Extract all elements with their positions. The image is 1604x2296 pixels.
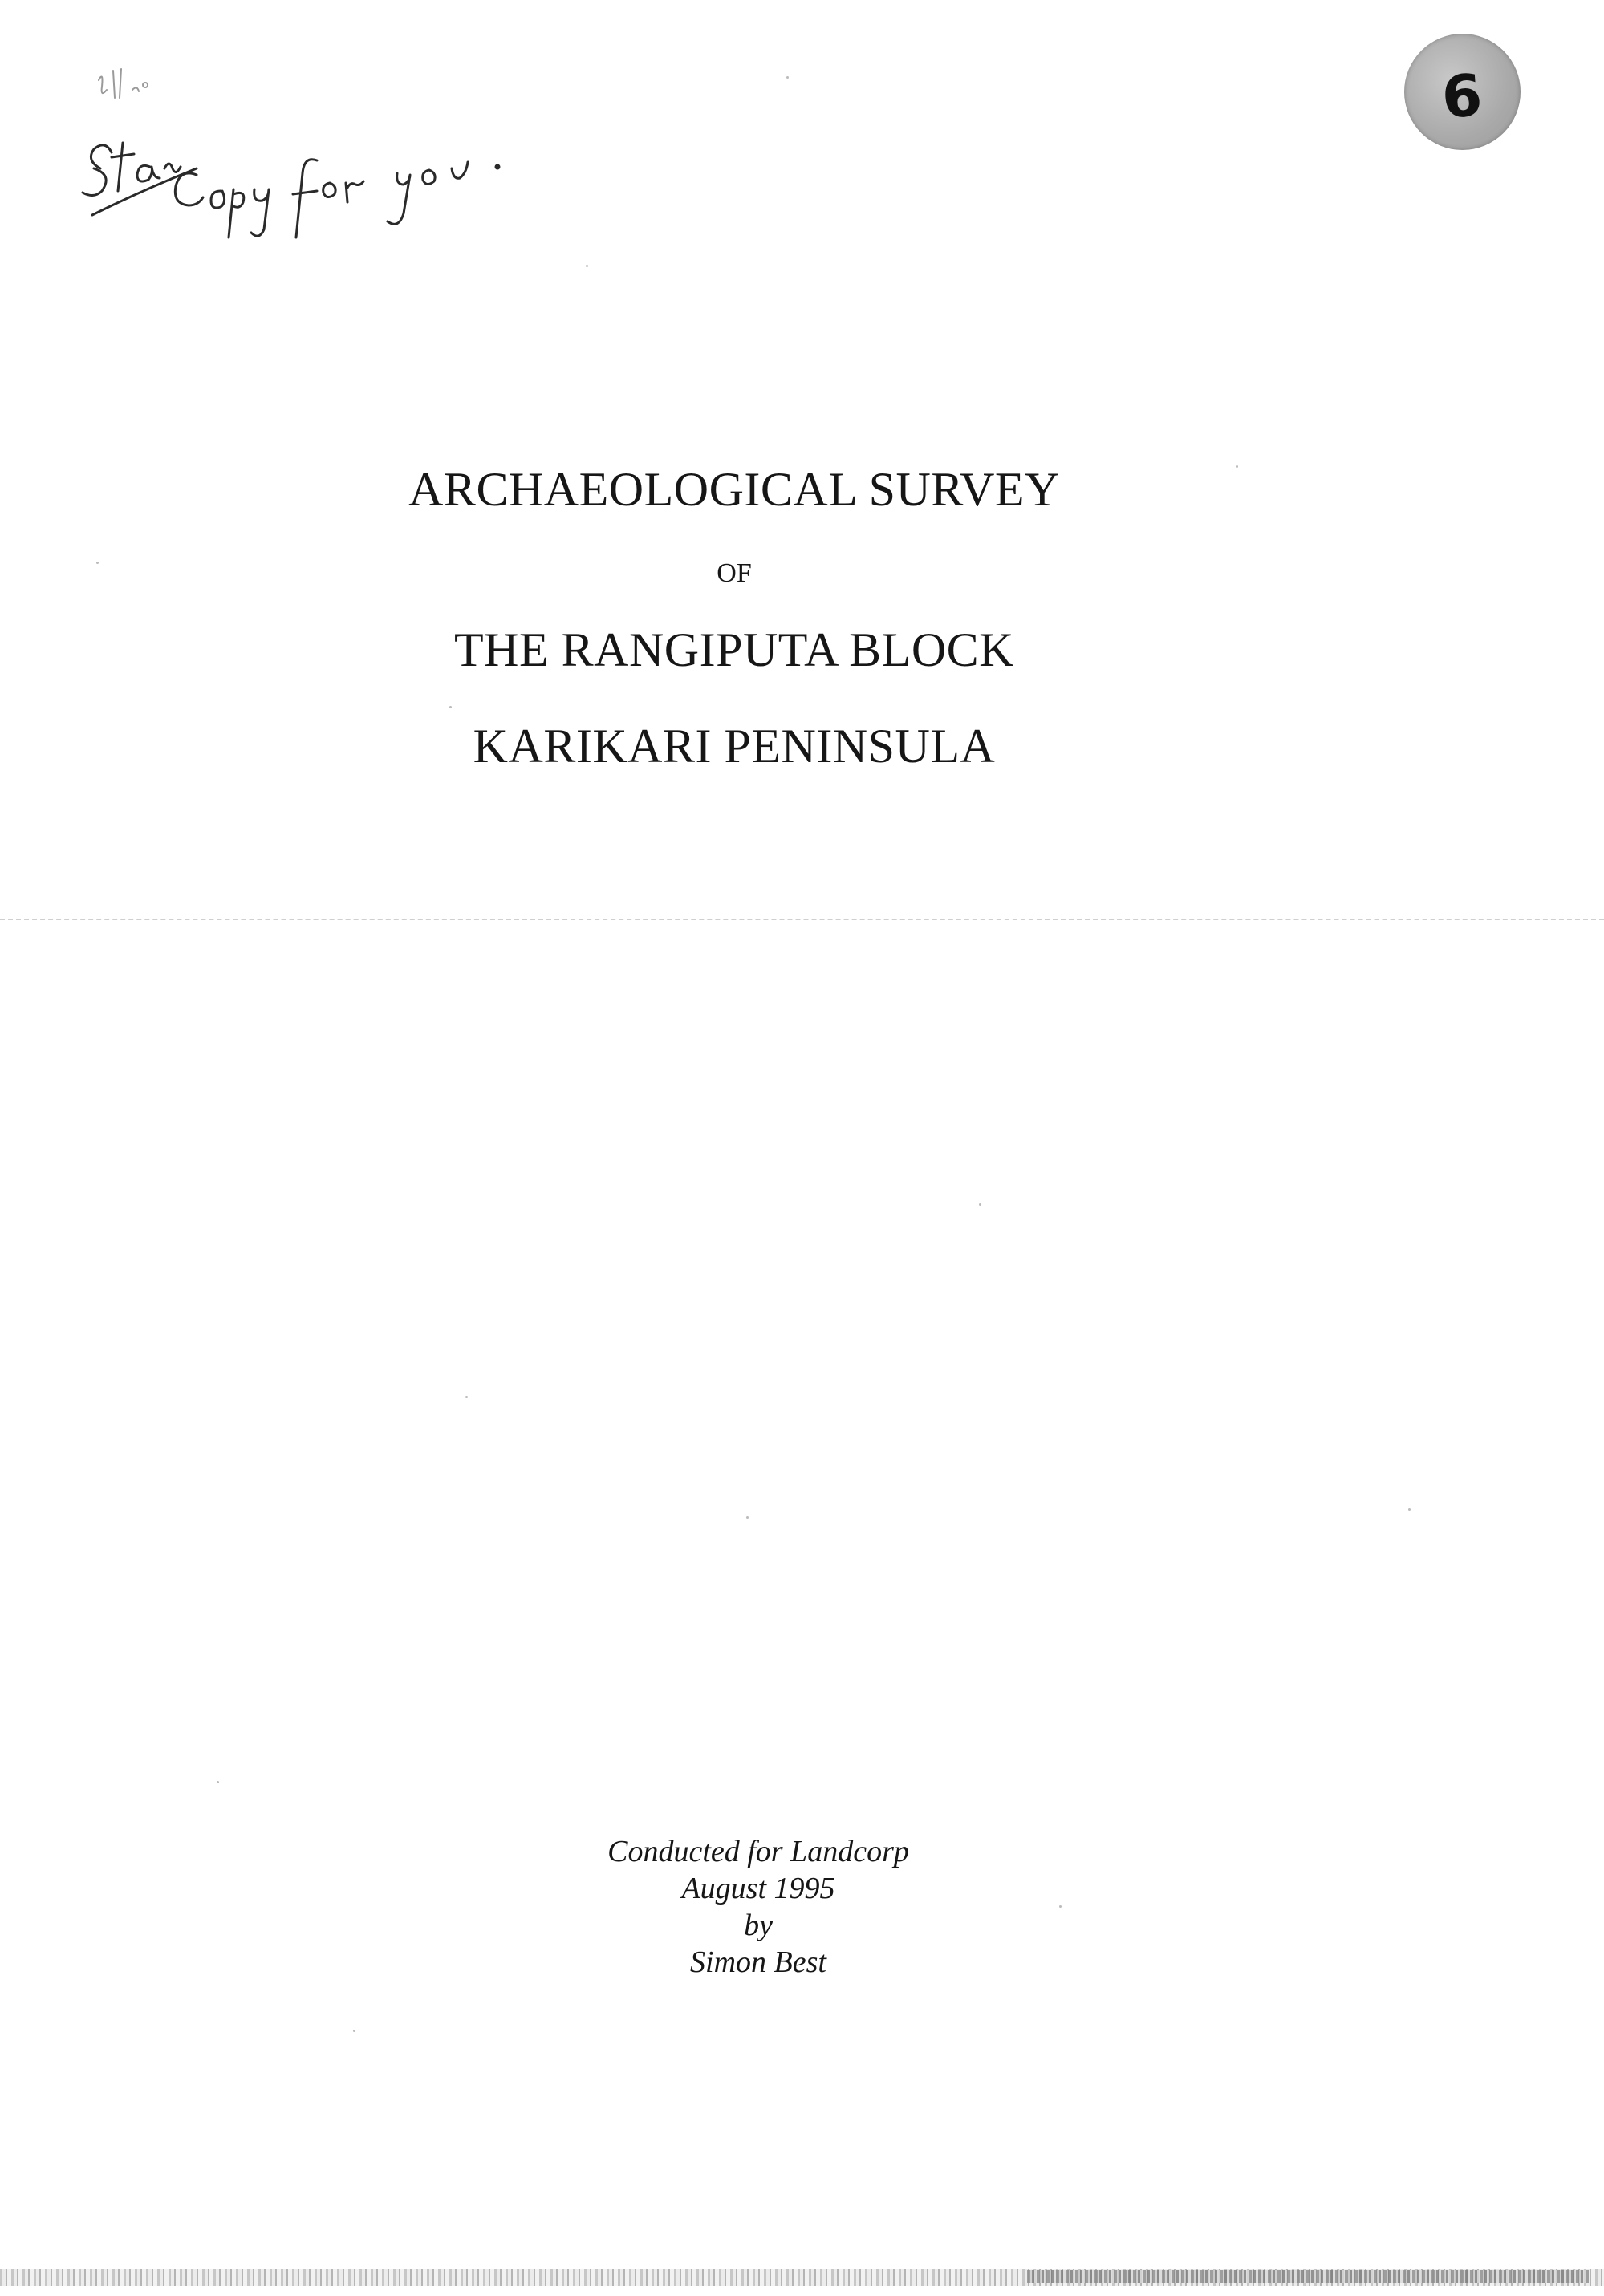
scan-speck bbox=[1236, 465, 1238, 468]
scan-speck bbox=[449, 706, 452, 708]
scan-speck bbox=[1408, 1508, 1411, 1511]
scan-noise-strip-dark bbox=[1027, 2270, 1589, 2283]
page-number-badge bbox=[1404, 34, 1521, 150]
title-line-1: ARCHAEOLOGICAL SURVEY bbox=[408, 463, 1060, 516]
scan-speck bbox=[746, 1516, 749, 1519]
scan-artifact-line bbox=[0, 919, 1604, 920]
scan-speck bbox=[217, 1781, 219, 1783]
scan-speck bbox=[465, 1396, 468, 1398]
title-line-2: OF bbox=[717, 558, 752, 588]
title-line-4: KARIKARI PENINSULA bbox=[473, 720, 996, 773]
credits-block bbox=[0, 1833, 1517, 1981]
scan-speck bbox=[786, 76, 789, 79]
scan-speck bbox=[586, 265, 588, 267]
scan-speck bbox=[1059, 1905, 1062, 1908]
page-number: 6 bbox=[1440, 60, 1485, 132]
title-line-3: THE RANGIPUTA BLOCK bbox=[453, 623, 1015, 676]
credits-line-4: Simon Best bbox=[690, 1945, 826, 1979]
scan-speck bbox=[353, 2030, 355, 2032]
scan-speck bbox=[96, 562, 99, 564]
credits-line-3: by bbox=[744, 1909, 773, 1942]
credits-line-2: August 1995 bbox=[681, 1872, 835, 1905]
credits-line-1: Conducted for Landcorp bbox=[607, 1835, 909, 1868]
scan-speck bbox=[979, 1203, 981, 1206]
handwritten-annotation bbox=[76, 48, 526, 289]
